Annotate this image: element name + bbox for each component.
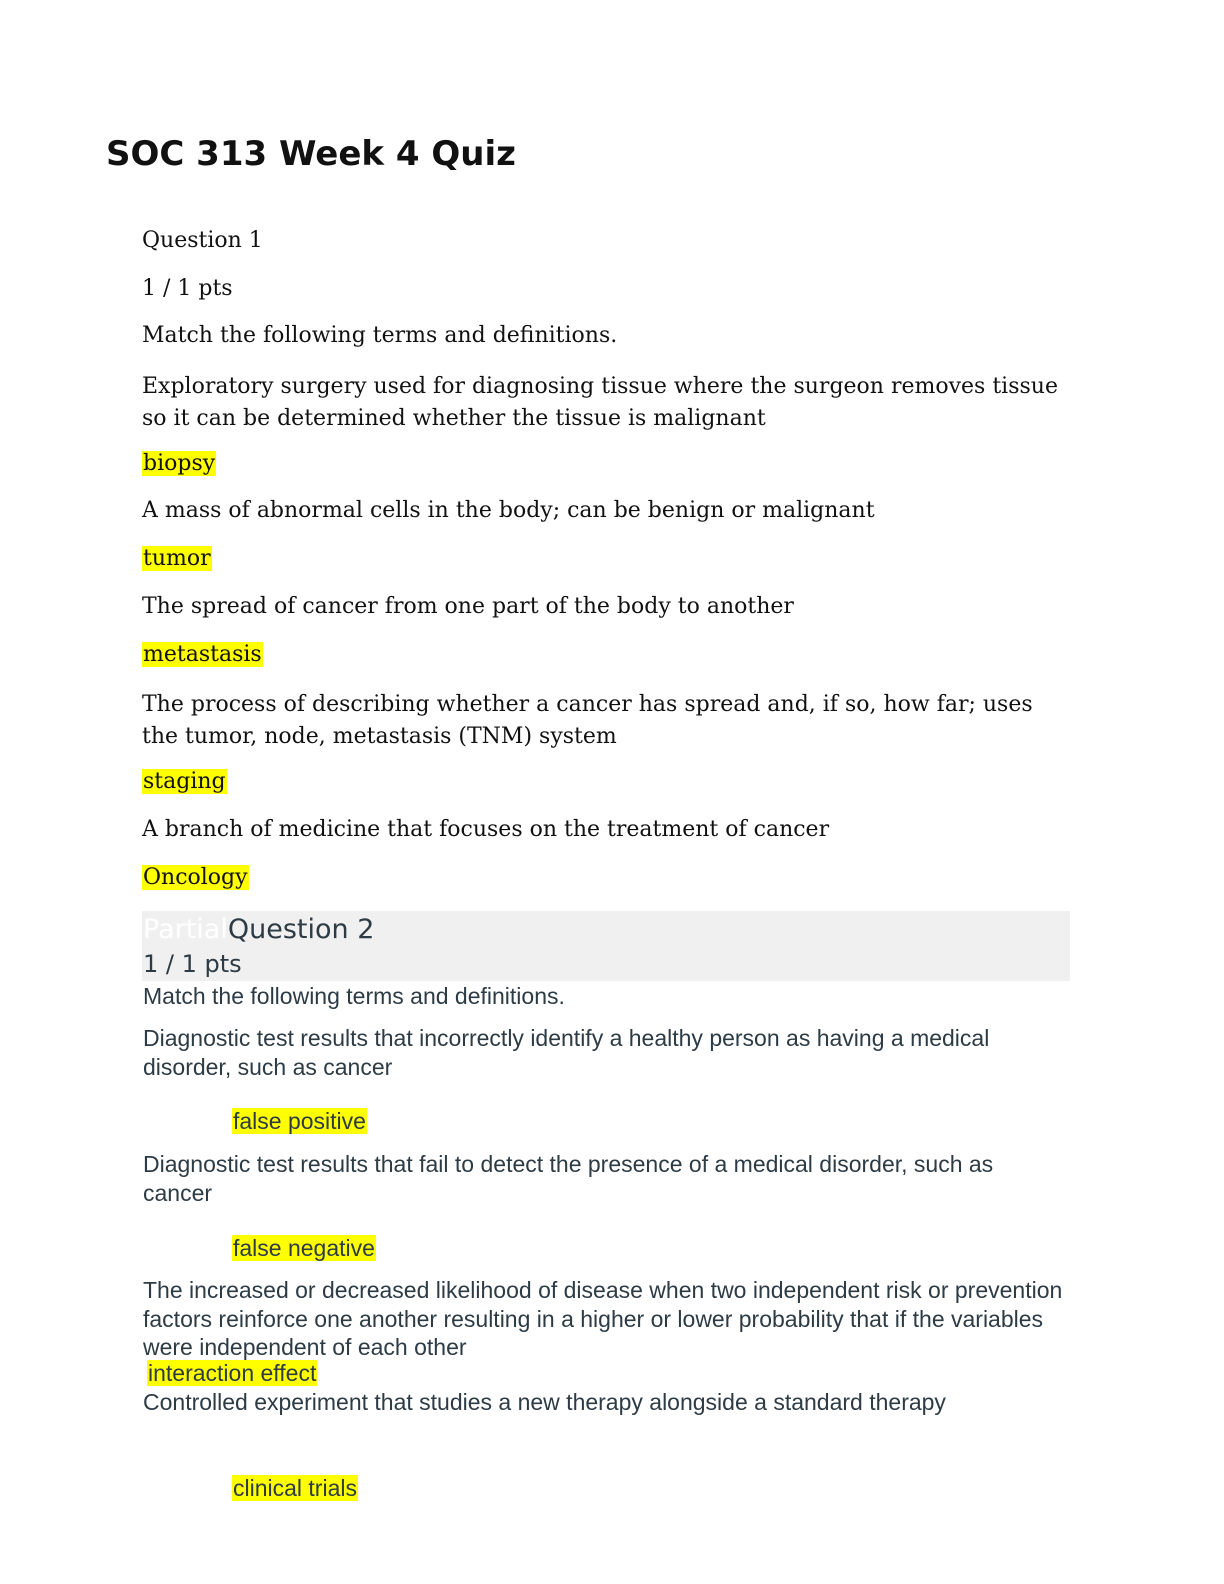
page-title: SOC 313 Week 4 Quiz [106,134,516,174]
question-1-points: 1 / 1 pts [142,276,233,301]
partial-label: Partial [143,914,228,945]
question-2-label-row [143,914,374,945]
question-2-label: Question 2 [227,914,375,945]
q2-definition-4: Controlled experiment that studies a new therapy alongside a standard therapy [143,1389,946,1415]
question-2-points: 1 / 1 pts [143,950,242,978]
q1-definition-4: The process of describing whether a cancer has spread and, if so, how far; uses the tumor, node, metastasis (TNM) system [142,692,1033,749]
question-1-prompt: Match the following terms and definitions. [142,323,618,348]
q1-answer-4: staging [143,769,226,794]
q1-answer-2: tumor [143,546,211,571]
q1-definition-2: A mass of abnormal cells in the body; can be benign or malignant [142,498,875,523]
q1-definition-5: A branch of medicine that focuses on the treatment of cancer [142,817,830,842]
q1-answer-5: Oncology [143,865,248,890]
q2-answer-2: false negative [233,1235,375,1261]
q2-definition-2: Diagnostic test results that fail to detect the presence of a medical disorder, such as cancer [143,1151,994,1206]
q2-definition-1: Diagnostic test results that incorrectly identify a healthy person as having a medical disorder, such as cancer [143,1025,990,1080]
question-2-prompt: Match the following terms and definitions. [143,983,565,1009]
q1-definition-3: The spread of cancer from one part of the body to another [142,594,794,619]
q1-definition-1: Exploratory surgery used for diagnosing tissue where the surgeon removes tissue so it can be determined whether the tissue is malignant [142,374,1058,431]
q2-answer-3: interaction effect [148,1360,317,1386]
q2-answer-1: false positive [233,1108,366,1134]
q2-answer-4: clinical trials [233,1475,357,1501]
q1-answer-1: biopsy [143,451,216,476]
q2-definition-3: The increased or decreased likelihood of disease when two independent risk or prevention factors reinforce one another resulting in a higher or lower probability that if the variables were independent of each other [143,1277,1063,1360]
question-1-label: Question 1 [142,228,263,253]
q1-answer-3: metastasis [143,642,262,667]
